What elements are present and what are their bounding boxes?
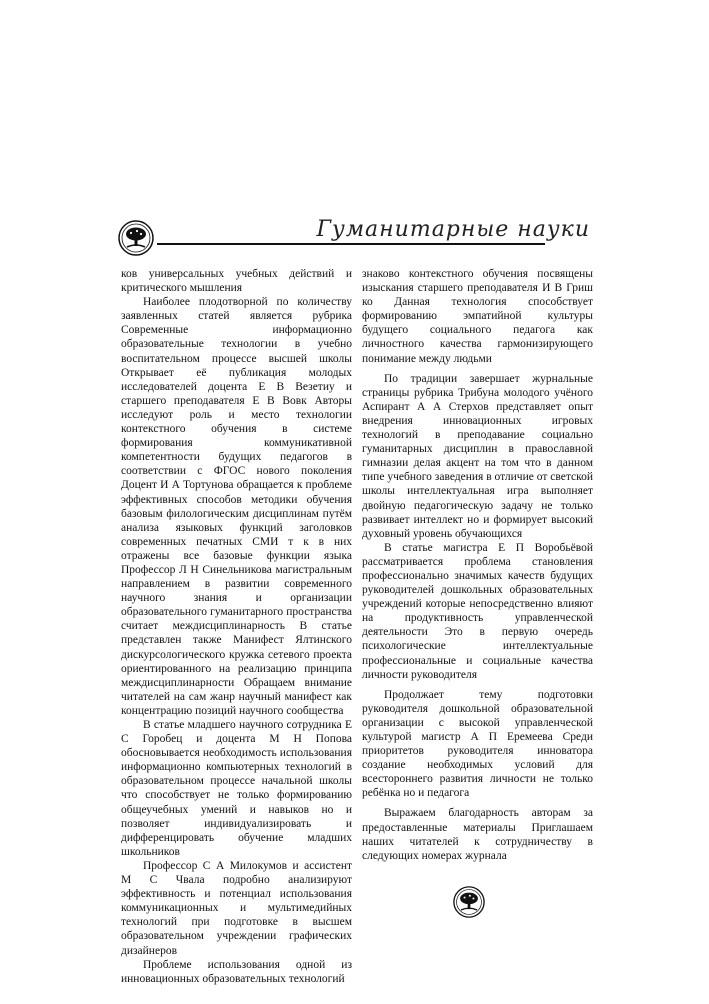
tree-emblem-icon (118, 220, 154, 256)
section-title: Гуманитарные науки (316, 217, 590, 242)
paragraph: Наиболее плодотворной по количеству заявленных статей является рубрика Современные информационно образовательные технологии в учебно воспитательном процессе высшей школы Открывает её публикация молодых исследователей доцента Е В Везетиу и старшего преподавателя Е В Вовк Авторы исследуют роль и место технологии контекстного обучения в системе формирования коммуникативной компетентности будущих педагогов в соответствии с ФГОС нового поколения Доцент И А Тортунова обращается к проблеме эффективных способов методики обучения базовым филологическим дисциплинам путём анализа языковых функций заголовков современных печатных СМИ т к в них отражены все базовые функции языка Профессор Л Н Синельникова магистральным направлением в развитии современного научного знания и организации образовательного гуманитарного пространства считает междисциплинарность В статье представлен также Манифест Ялтинского дискурсологического кружка сетевого проекта ориентированного на реализацию принципа междисциплинарности Обращаем внимание читателей на сам жанр научный манифест как концентрацию позиций научного сообщества (121, 296, 352, 717)
paragraph: знаково контекстного обучения посвящены изыскания старшего преподавателя И В Гриш ко Данная технология способствует формированию эмпатийной культуры будущего социального педагога как личностного качества гармонизирующего понимание между людьми (362, 268, 593, 365)
section-header (118, 217, 590, 261)
paragraph: Продолжает тему подготовки руководителя дошкольной образовательной организации с высокой управленческой культурой магистр А П Еремеева Среди приоритетов руководителя инноватора создание необходимых условий для всестороннего развития личности не только ребёнка но и педагога (362, 688, 593, 800)
header-rule (157, 243, 545, 245)
right-column (362, 267, 593, 863)
paragraph: Выражаем благодарность авторам за предоставленные материалы Приглашаем наших читателей к сотрудничеству в следующих номерах журнала (362, 807, 593, 862)
paragraph: В статье магистра Е П Воробьёвой рассматривается проблема становления профессионально значимых качеств будущих руководителей дошкольных образовательных учреждений которые непосредственно влияют на продуктивность управленческой деятельности Это в первую очередь психологические интеллектуальные профессиональные и социальные качества личности руководителя (362, 541, 593, 681)
tree-emblem-icon (453, 886, 485, 918)
paragraph: В статье младшего научного сотрудника Е С Горобец и доцента М Н Попова обосновывается необходимость использования информационно компьютерных технологий в образовательном процессе начальной школы что способствует не только формированию общеучебных умений и навыков но и позволяет индивидуализировать и дифференцировать обучение младших школьников (121, 719, 352, 858)
paragraph: Профессор С А Милокумов и ассистент М С Чвала подробно анализируют эффективность и потенциал использования коммуникационных и мультимедийных технологий при подготовке в высшем образовательном учреждении графических дизайнеров (121, 859, 352, 957)
paragraph: ков универсальных учебных действий и критического мышления (121, 268, 352, 295)
paragraph: Проблеме использования одной из инновационных образовательных технологий (121, 958, 352, 985)
paragraph: По традиции завершает журнальные страницы рубрика Трибуна молодого учёного Аспирант А А Стерхов представляет опыт внедрения инновационных игровых технологий в преподавание социально гуманитарных дисциплин в православной гимназии делая акцент на том что в данном типе учебного заведения в отличие от светской школы интеллектуальная игра выполняет двойную педагогическую задачу не только развивает интеллект но и формирует высокий духовный уровень обучающихся (362, 372, 593, 540)
left-column (121, 267, 352, 986)
